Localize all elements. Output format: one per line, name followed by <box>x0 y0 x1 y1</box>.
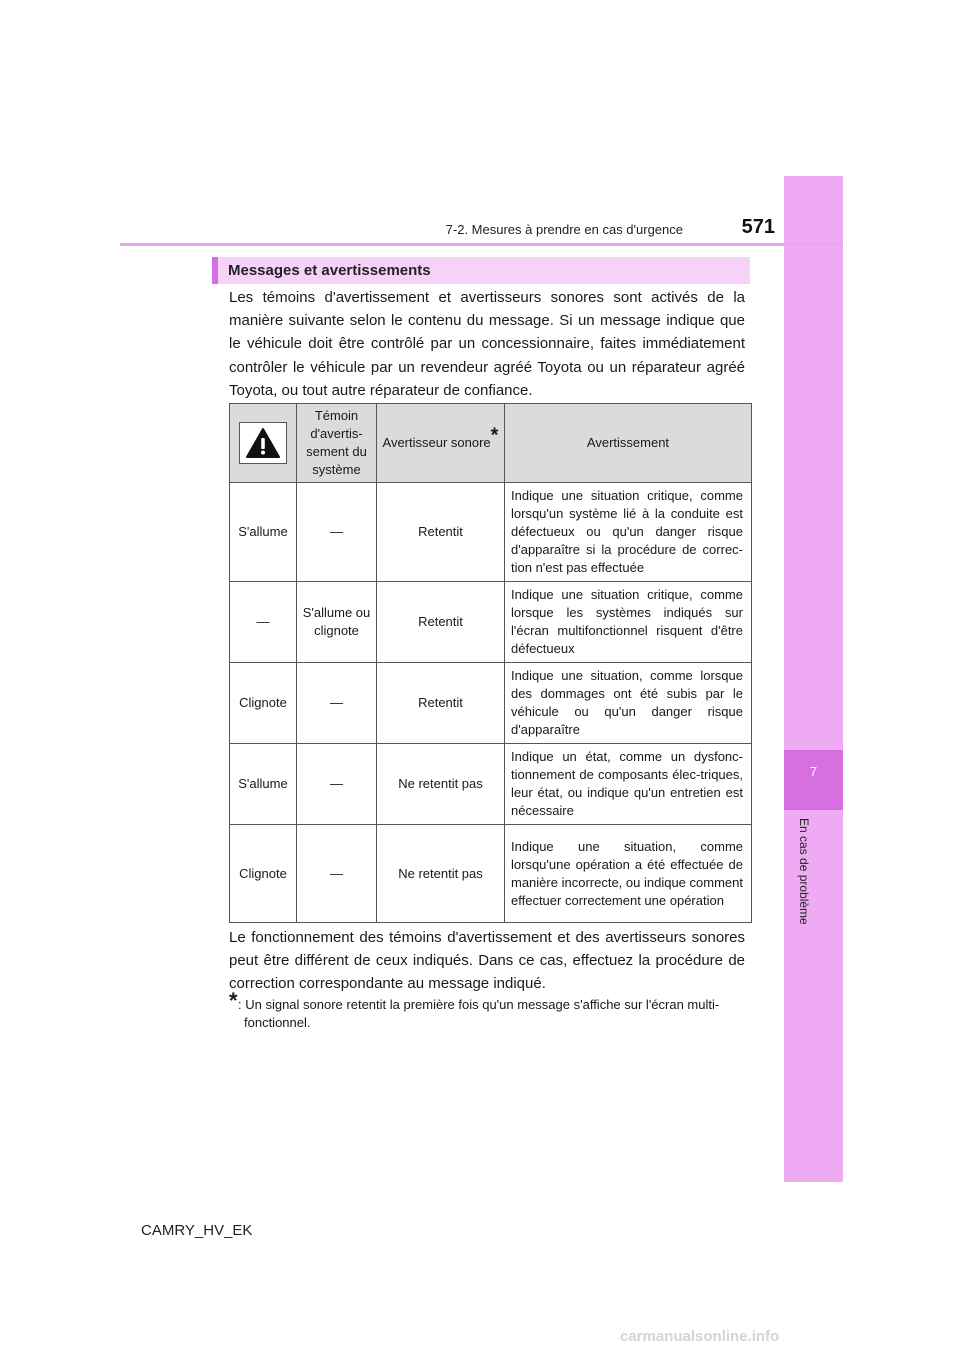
header-buzzer <box>377 404 505 483</box>
row-warning-text: Indique une situation critique, comme lorsque les systèmes indiqués sur l'écran multifonctionnel risquent d'être défectueux <box>505 582 752 663</box>
row-symbol-status: S'allume <box>230 483 297 582</box>
header-warning: Avertissement <box>505 404 752 483</box>
row-buzzer-status: Ne retentit pas <box>377 825 505 923</box>
row-buzzer-status: Retentit <box>377 582 505 663</box>
header-section-title: 7-2. Mesures à prendre en cas d'urgence <box>445 222 683 237</box>
row-warning-text: Indique une situation, comme lorsque des dommages ont été subis par le véhicule ou qu'un danger risque d'apparaître <box>505 663 752 744</box>
table-row <box>230 582 752 663</box>
row-symbol-status: Clignote <box>230 663 297 744</box>
table-row <box>230 483 752 582</box>
warning-table <box>229 403 752 923</box>
chapter-side-tab <box>784 176 843 1182</box>
chapter-title: En cas de problème <box>797 818 811 925</box>
warning-triangle-icon <box>239 422 287 464</box>
table-row <box>230 663 752 744</box>
row-warning-text: Indique un état, comme un dysfonc-tionnement de composants élec-triques, leur état, ou indique qu'un entretien est nécessaire <box>505 744 752 825</box>
row-buzzer-status: Retentit <box>377 483 505 582</box>
row-warning-text: Indique une situation, comme lorsqu'une opération a été effectuée de manière incorrecte, ou indique comment effectuer correctement une opération <box>505 825 752 923</box>
row-indicator-status: — <box>297 483 377 582</box>
header-buzzer-label: Avertisseur sonore <box>382 435 491 450</box>
row-indicator-status: — <box>297 663 377 744</box>
intro-paragraph: Les témoins d'avertissement et avertisseurs sonores sont activés de la manière suivante selon le contenu du message. Si un message indique que le véhicule doit être contrôlé par un concessionnaire, faites immédiatement contrôler le véhicule par un revendeur agréé Toyota ou un réparateur agréé Toyota, ou tout autre réparateur de confiance. <box>229 289 745 399</box>
row-buzzer-status: Ne retentit pas <box>377 744 505 825</box>
watermark: carmanualsonline.info <box>620 1328 780 1345</box>
row-warning-text: Indique une situation critique, comme lorsqu'un système lié à la conduite est défectueux ou qu'un danger risque d'apparaître si la procédure de correc-tion n'est pas effectuée <box>505 483 752 582</box>
table-header-row <box>230 404 752 483</box>
page-number: 571 <box>741 216 775 238</box>
row-symbol-status: S'allume <box>230 744 297 825</box>
chapter-side-tab-active <box>784 750 843 810</box>
header-rule <box>120 243 843 246</box>
row-symbol-status: Clignote <box>230 825 297 923</box>
row-indicator-status: — <box>297 744 377 825</box>
footnote-text: : Un signal sonore retentit la première fois qu'un message s'affiche sur l'écran multi-fonctionnel. <box>238 997 720 1030</box>
table-row <box>230 825 752 923</box>
header-symbol-cell <box>230 404 297 483</box>
row-indicator-status: — <box>297 825 377 923</box>
header-indicator: Témoin d'avertis-sement du système <box>297 404 377 483</box>
row-buzzer-status: Retentit <box>377 663 505 744</box>
chapter-number: 7 <box>809 764 818 779</box>
section-heading: Messages et avertissements <box>212 257 750 284</box>
footnote-asterisk: * <box>229 988 238 1013</box>
header-buzzer-asterisk: * <box>490 424 499 447</box>
footnote <box>229 988 747 1032</box>
table-row <box>230 744 752 825</box>
footer-model-code: CAMRY_HV_EK <box>141 1222 253 1239</box>
row-indicator-status: S'allume ou clignote <box>297 582 377 663</box>
note-paragraph: Le fonctionnement des témoins d'avertissement et des avertisseurs sonores peut être différent de ceux indiqués. Dans ce cas, effectuez la procédure de correction correspondante au message indiqué. <box>229 929 745 992</box>
row-symbol-status: — <box>230 582 297 663</box>
